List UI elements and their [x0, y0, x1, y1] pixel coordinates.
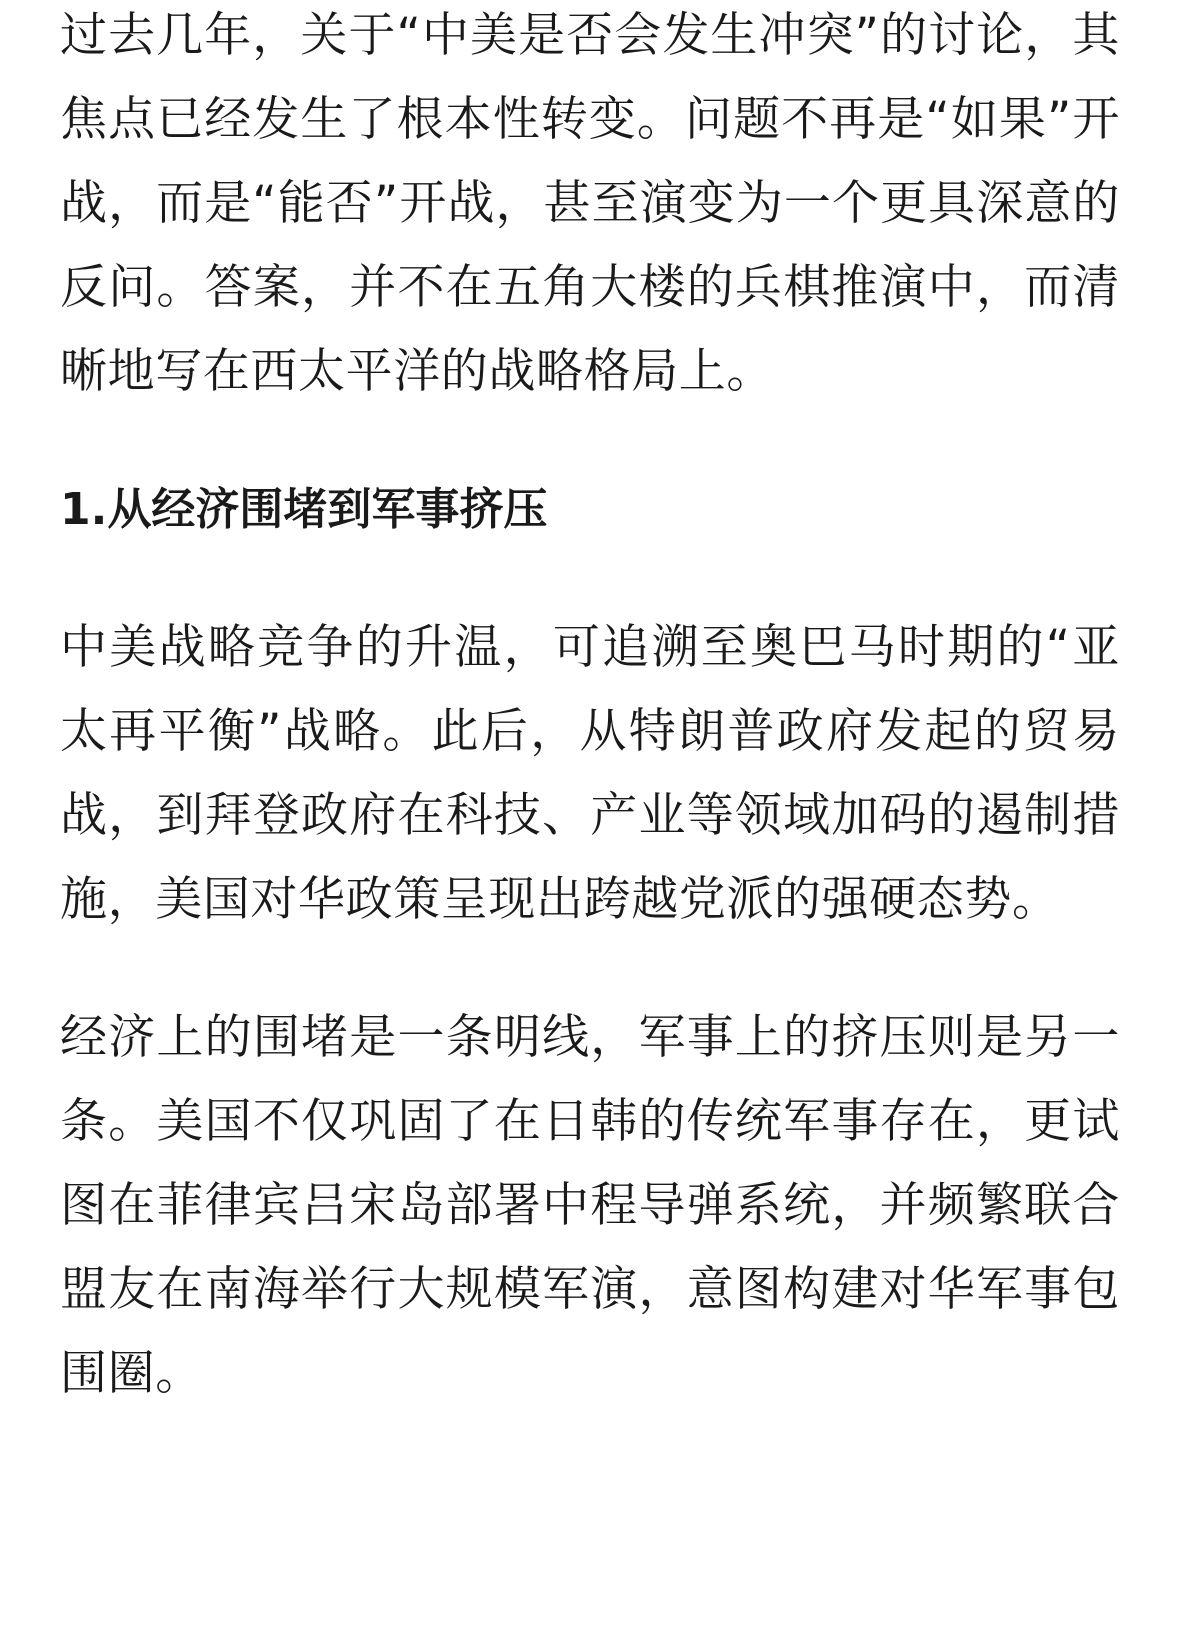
spacer	[60, 414, 1120, 468]
spacer	[60, 942, 1120, 996]
spacer	[60, 552, 1120, 606]
intro-paragraph: 过去几年，关于“中美是否会发生冲突”的讨论，其焦点已经发生了根本性转变。问题不再是“如果”开战，而是“能否”开战，甚至演变为一个更具深意的反问。答案，并不在五角大楼的兵棋推演中，而清晰地写在西太平洋的战略格局上。	[60, 8, 1120, 399]
section-paragraph-2: 经济上的围堵是一条明线，军事上的挤压则是另一条。美国不仅巩固了在日韩的传统军事存在，更试图在菲律宾吕宋岛部署中程导弹系统，并频繁联合盟友在南海举行大规模军演，意图构建对华军事包围圈。	[60, 1010, 1120, 1401]
article-body	[60, 0, 1120, 1416]
section-paragraph-1: 中美战略竞争的升温，可追溯至奥巴马时期的“亚太再平衡”战略。此后，从特朗普政府发起的贸易战，到拜登政府在科技、产业等领域加码的遏制措施，美国对华政策呈现出跨越党派的强硬态势。	[60, 620, 1120, 927]
section-heading: 1.从经济围堵到军事挤压	[60, 484, 548, 535]
